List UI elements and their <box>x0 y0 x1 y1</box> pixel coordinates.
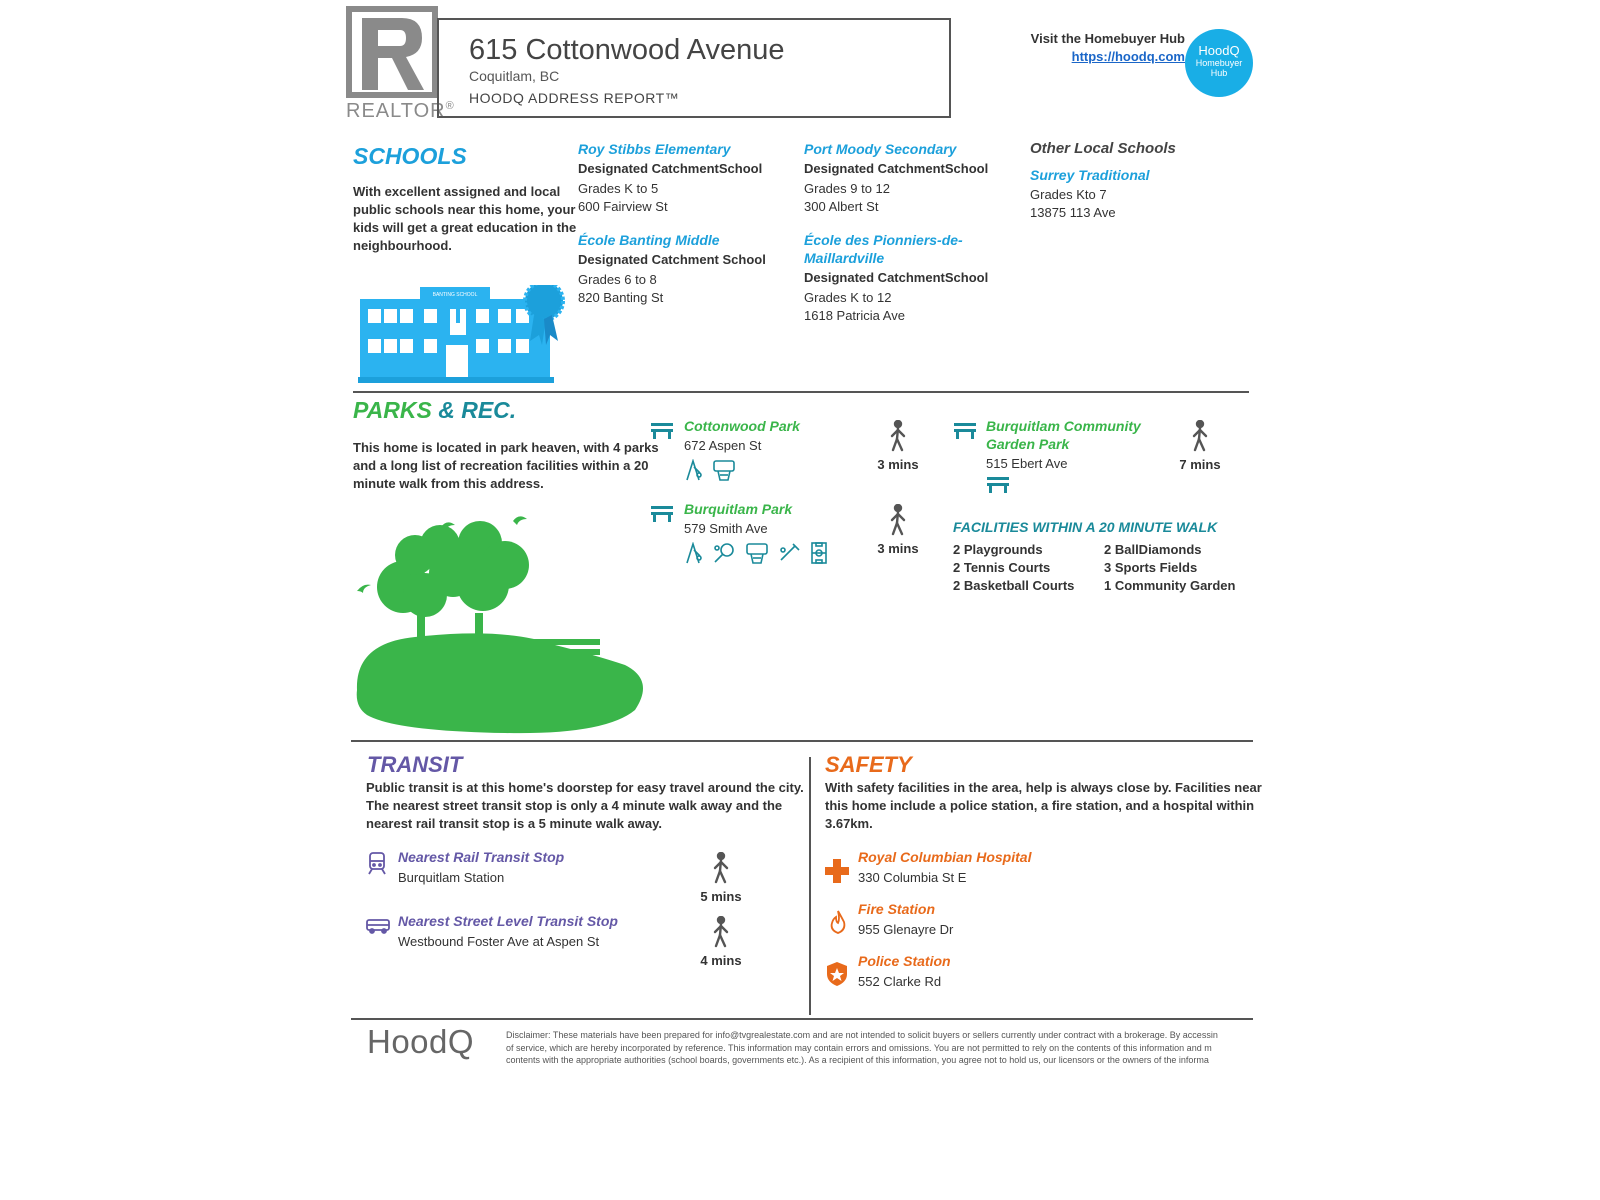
facility-item: 3 Sports Fields <box>1104 560 1198 575</box>
hub-badge-sub2: Hub <box>1210 68 1228 78</box>
playground-icon <box>684 459 704 481</box>
facility-item: 2 Basketball Courts <box>953 578 1075 593</box>
hoodq-logo: HoodQ <box>367 1023 475 1060</box>
bench-icon <box>953 423 977 444</box>
school-grades: Grades Kto 7 <box>1030 187 1107 202</box>
walk-label: 5 mins <box>700 889 742 904</box>
other-schools-title: Other Local Schools <box>1030 140 1176 157</box>
school-grades: Grades 9 to 12 <box>804 181 890 196</box>
hub-link[interactable]: https://hoodq.com <box>1071 49 1185 64</box>
schools-title: SCHOOLS <box>353 143 467 169</box>
parks-title <box>353 397 516 424</box>
park-item <box>684 500 884 569</box>
safety-description: With safety facilities in the area, help is always close by. Facilities near this home include a police station, a fire station, and a hospital within 3.67km. <box>825 780 1262 831</box>
park-name[interactable]: Burquitlam Park <box>684 501 793 517</box>
divider <box>351 1018 1253 1020</box>
divider <box>351 740 1253 742</box>
walking-person-icon <box>887 420 909 452</box>
hub-badge-sub1: Homebuyer <box>1195 58 1243 68</box>
basketball-icon <box>745 542 769 564</box>
school-address: 600 Fairview St <box>578 199 668 214</box>
school-address: 13875 113 Ave <box>1030 205 1116 220</box>
safety-label[interactable]: Royal Columbian Hospital <box>858 849 1032 865</box>
school-item <box>804 231 1004 325</box>
walk-label: 3 mins <box>877 457 919 472</box>
disclaimer-line: Disclaimer: These materials have been prepared for info@tvgrealestate.com and are not intended to solicit buyers or sellers currently under contract with a brokerage. By accessin <box>506 1030 1218 1040</box>
transit-stop: Burquitlam Station <box>398 870 505 885</box>
safety-address: 955 Glenayre Dr <box>858 922 954 937</box>
school-name[interactable]: Surrey Traditional <box>1030 167 1150 183</box>
transit-description: Public transit is at this home's doorstep for easy travel around the city. The nearest street transit stop is only a 4 minute walk away and the nearest rail transit stop is a 5 minute walk away. <box>366 780 804 831</box>
divider <box>353 391 1249 393</box>
safety-item <box>858 952 1158 991</box>
safety-label[interactable]: Police Station <box>858 953 951 969</box>
safety-address: 552 Clarke Rd <box>858 974 942 989</box>
hub-badge-title: HoodQ <box>1198 43 1240 58</box>
transit-label[interactable]: Nearest Street Level Transit Stop <box>398 913 618 929</box>
safety-title: SAFETY <box>825 752 912 777</box>
facility-item: 1 Community Garden <box>1104 578 1236 593</box>
realtor-text: REALTOR <box>346 100 446 122</box>
bench-icon <box>650 506 674 527</box>
transit-stop: Westbound Foster Ave at Aspen St <box>398 934 600 949</box>
transit-item <box>398 848 698 887</box>
facility-item: 2 BallDiamonds <box>1104 542 1202 557</box>
disclaimer-line: of service, which are hereby incorporated by reference. This information may contain errors and omissions. You are not permitted to rely on the contents of this information and m <box>506 1042 1212 1053</box>
facilities-title: FACILITIES WITHIN A 20 MINUTE WALK <box>953 519 1218 535</box>
school-address: 300 Albert St <box>804 199 879 214</box>
walk-time <box>691 852 751 904</box>
transit-title: TRANSIT <box>367 752 463 777</box>
park-amenities <box>986 477 1176 498</box>
vertical-divider <box>809 757 811 1015</box>
school-building-illustration <box>358 285 568 385</box>
school-item <box>578 140 788 216</box>
school-grades: Grades 6 to 8 <box>578 272 657 287</box>
train-icon <box>368 851 386 880</box>
page-title: 615 Cottonwood Avenue <box>469 34 785 66</box>
report-title: HOODQ ADDRESS REPORT™ <box>469 90 680 106</box>
hub-label: Visit the Homebuyer Hub <box>1030 31 1185 46</box>
hub-badge[interactable] <box>1185 29 1253 97</box>
schools-description: With excellent assigned and local public schools near this home, your kids will get a great education in the neighbourhood. <box>353 184 577 253</box>
walk-time <box>1170 420 1230 472</box>
walk-label: 3 mins <box>877 541 919 556</box>
sports-field-icon <box>810 542 828 564</box>
walk-time <box>868 504 928 556</box>
realtor-reg: ® <box>445 100 455 112</box>
address-box <box>437 18 951 118</box>
transit-item <box>398 912 698 951</box>
school-type: Designated CatchmentSchool <box>578 161 763 176</box>
school-grades: Grades K to 5 <box>578 181 659 196</box>
bus-icon <box>366 918 390 939</box>
park-illustration <box>355 515 655 735</box>
walking-person-icon <box>710 852 732 884</box>
park-name[interactable]: Cottonwood Park <box>684 418 800 434</box>
park-item <box>684 417 884 486</box>
disclaimer <box>506 1029 1280 1067</box>
walk-time <box>868 420 928 472</box>
walking-person-icon <box>1189 420 1211 452</box>
school-address: 820 Banting St <box>578 290 664 305</box>
school-type: Designated CatchmentSchool <box>804 270 989 285</box>
walk-label: 4 mins <box>700 953 742 968</box>
parks-title-2: & REC. <box>438 397 517 423</box>
safety-label[interactable]: Fire Station <box>858 901 936 917</box>
park-amenities <box>684 542 884 569</box>
fire-icon <box>830 910 846 939</box>
school-name[interactable]: Port Moody Secondary <box>804 141 957 157</box>
school-type: Designated CatchmentSchool <box>804 161 989 176</box>
school-sign: BANTING SCHOOL <box>432 292 478 298</box>
school-grades: Grades K to 12 <box>804 290 892 305</box>
basketball-icon <box>712 459 736 481</box>
park-name[interactable]: Burquitlam Community Garden Park <box>986 418 1141 452</box>
parks-title-1: PARKS <box>353 397 432 423</box>
school-name[interactable]: École Banting Middle <box>578 232 720 248</box>
safety-item <box>858 900 1158 939</box>
playground-icon <box>684 542 704 564</box>
walking-person-icon <box>710 916 732 948</box>
walk-label: 7 mins <box>1179 457 1221 472</box>
safety-item <box>858 848 1158 887</box>
park-address: 579 Smith Ave <box>684 521 768 536</box>
police-badge-icon <box>827 962 847 991</box>
parks-description: This home is located in park heaven, with 4 parks and a long list of recreation facilities within a 20 minute walk from this address. <box>353 440 659 491</box>
park-address: 515 Ebert Ave <box>986 456 1068 471</box>
school-name[interactable]: École des Pionniers-de-Maillardville <box>804 232 963 266</box>
transit-label[interactable]: Nearest Rail Transit Stop <box>398 849 565 865</box>
park-item <box>986 417 1176 498</box>
disclaimer-line: contents with the appropriate authorities (school boards, governments etc.). As a recipient of this information, you agree not to hold us, our licensors or the owners of the informa <box>506 1055 1209 1065</box>
safety-address: 330 Columbia St E <box>858 870 967 885</box>
school-type: Designated Catchment School <box>578 252 766 267</box>
tennis-icon <box>712 542 736 564</box>
school-item <box>804 140 1014 216</box>
facility-item: 2 Tennis Courts <box>953 560 1051 575</box>
walk-time <box>691 916 751 968</box>
school-name[interactable]: Roy Stibbs Elementary <box>578 141 731 157</box>
walking-person-icon <box>887 504 909 536</box>
facility-item: 2 Playgrounds <box>953 542 1043 557</box>
park-address: 672 Aspen St <box>684 438 762 453</box>
city-label: Coquitlam, BC <box>469 68 560 84</box>
baseball-icon <box>777 542 801 564</box>
other-schools <box>1030 140 1250 222</box>
realtor-logo <box>346 6 455 124</box>
bench-icon <box>986 477 1010 493</box>
hospital-icon <box>825 859 849 888</box>
bench-icon <box>650 423 674 444</box>
school-address: 1618 Patricia Ave <box>804 308 905 323</box>
school-item <box>578 231 788 307</box>
park-amenities <box>684 459 884 486</box>
